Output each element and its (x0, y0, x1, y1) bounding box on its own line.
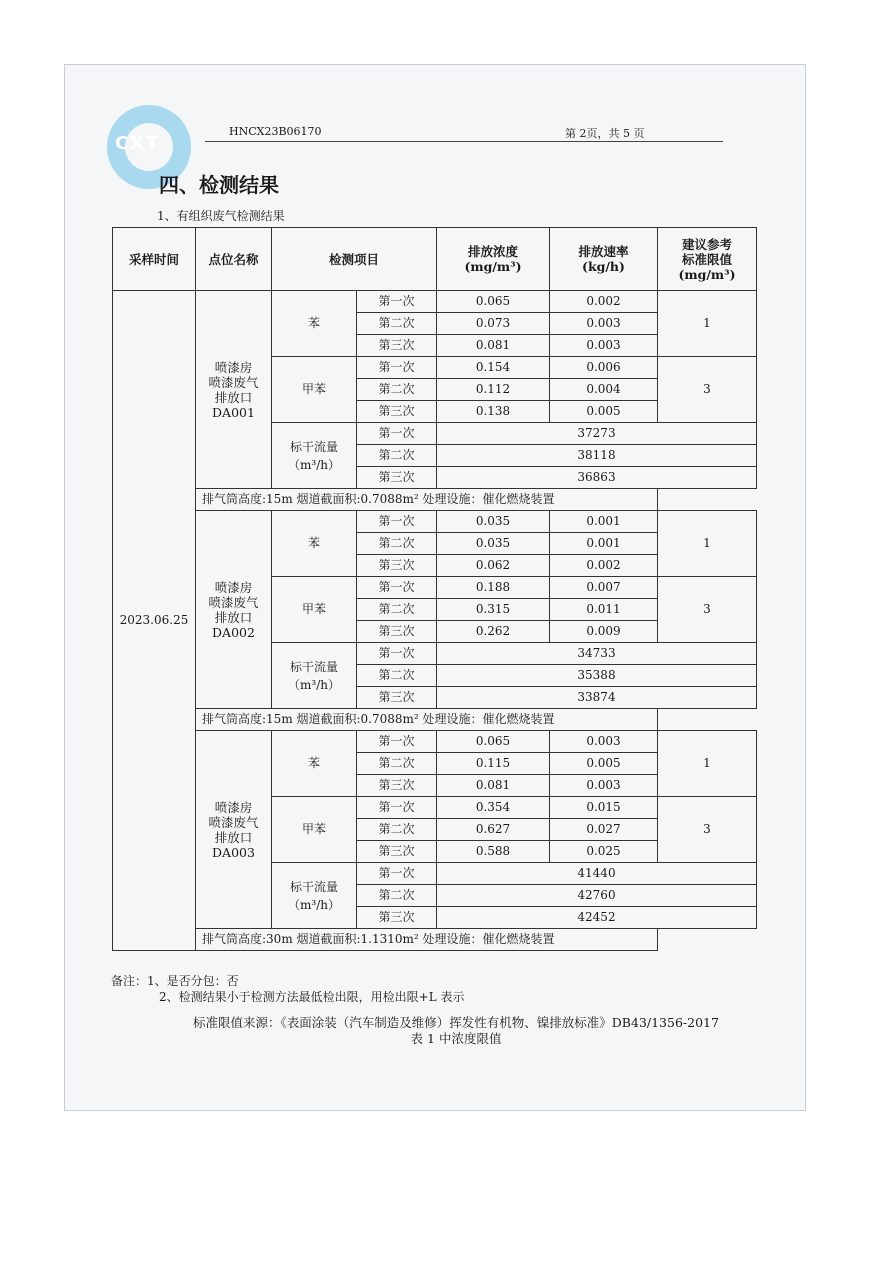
sampling-date-cell: 2023.06.25 (113, 291, 196, 951)
table-row (113, 489, 757, 511)
toluene-concentration-cell: 0.354 (437, 797, 550, 819)
benzene-rate-cell: 0.003 (550, 775, 658, 797)
benzene-label-cell: 苯 (272, 291, 357, 357)
note-2: 2、检测结果小于检测方法最低检出限，用检出限+L 表示 (159, 990, 465, 1004)
round-cell: 第三次 (357, 907, 437, 929)
round-cell: 第一次 (357, 423, 437, 445)
toluene-concentration-cell: 0.188 (437, 577, 550, 599)
round-cell: 第一次 (357, 797, 437, 819)
benzene-label-cell: 苯 (272, 511, 357, 577)
sub-title: 1、有组织废气检测结果 (157, 209, 285, 223)
header-row (113, 228, 757, 291)
benzene-rate-cell: 0.003 (550, 731, 658, 753)
toluene-concentration-cell: 0.138 (437, 401, 550, 423)
flow-value-cell: 38118 (437, 445, 757, 467)
toluene-limit-cell: 3 (658, 797, 757, 863)
toluene-label-cell: 甲苯 (272, 797, 357, 863)
round-cell: 第一次 (357, 291, 437, 313)
header-divider (205, 141, 723, 142)
round-cell: 第一次 (357, 511, 437, 533)
report-page (64, 64, 806, 1111)
benzene-concentration-cell: 0.081 (437, 775, 550, 797)
round-cell: 第二次 (357, 533, 437, 555)
round-cell: 第一次 (357, 863, 437, 885)
location-cell: 喷漆房 喷漆废气 排放口 DA003 (196, 731, 272, 929)
toluene-rate-cell: 0.025 (550, 841, 658, 863)
benzene-concentration-cell: 0.035 (437, 533, 550, 555)
benzene-rate-cell: 0.002 (550, 291, 658, 313)
table-row (113, 291, 757, 313)
benzene-concentration-cell: 0.035 (437, 511, 550, 533)
section-title: 四、检测结果 (159, 173, 279, 197)
toluene-rate-cell: 0.007 (550, 577, 658, 599)
header-concentration: 排放浓度 (mg/m³) (437, 228, 550, 291)
round-cell: 第三次 (357, 687, 437, 709)
toluene-label-cell: 甲苯 (272, 357, 357, 423)
toluene-rate-cell: 0.027 (550, 819, 658, 841)
table-row (113, 929, 757, 951)
round-cell: 第二次 (357, 753, 437, 775)
round-cell: 第三次 (357, 621, 437, 643)
round-cell: 第一次 (357, 357, 437, 379)
benzene-concentration-cell: 0.065 (437, 731, 550, 753)
toluene-concentration-cell: 0.588 (437, 841, 550, 863)
benzene-limit-cell: 1 (658, 291, 757, 357)
chimney-info-cell: 排气筒高度:15m 烟道截面积:0.7088m² 处理设施：催化燃烧装置 (196, 489, 658, 511)
benzene-rate-cell: 0.002 (550, 555, 658, 577)
standard-source-line-2: 表 1 中浓度限值 (410, 1031, 502, 1046)
table-row (113, 511, 757, 533)
page-info: 第 2页，共 5 页 (565, 127, 645, 140)
round-cell: 第二次 (357, 445, 437, 467)
round-cell: 第三次 (357, 467, 437, 489)
location-cell: 喷漆房 喷漆废气 排放口 DA002 (196, 511, 272, 709)
document-number: HNCX23B06170 (229, 125, 322, 138)
toluene-concentration-cell: 0.315 (437, 599, 550, 621)
header-emission-rate: 排放速率 (kg/h) (550, 228, 658, 291)
flow-value-cell: 42452 (437, 907, 757, 929)
standard-source-line-1: 标准限值来源：《表面涂装（汽车制造及维修）挥发性有机物、镍排放标准》DB43/1356-2017 (193, 1015, 719, 1030)
benzene-concentration-cell: 0.062 (437, 555, 550, 577)
benzene-limit-cell: 1 (658, 511, 757, 577)
toluene-rate-cell: 0.004 (550, 379, 658, 401)
flow-value-cell: 42760 (437, 885, 757, 907)
toluene-rate-cell: 0.009 (550, 621, 658, 643)
round-cell: 第一次 (357, 643, 437, 665)
flow-label-cell: 标干流量 （m³/h） (272, 423, 357, 489)
toluene-concentration-cell: 0.154 (437, 357, 550, 379)
round-cell: 第二次 (357, 819, 437, 841)
benzene-label-cell: 苯 (272, 731, 357, 797)
round-cell: 第一次 (357, 731, 437, 753)
benzene-rate-cell: 0.001 (550, 533, 658, 555)
toluene-limit-cell: 3 (658, 357, 757, 423)
toluene-rate-cell: 0.006 (550, 357, 658, 379)
round-cell: 第二次 (357, 665, 437, 687)
round-cell: 第三次 (357, 841, 437, 863)
flow-label-cell: 标干流量 （m³/h） (272, 643, 357, 709)
toluene-label-cell: 甲苯 (272, 577, 357, 643)
round-cell: 第三次 (357, 335, 437, 357)
note-1: 备注：1、是否分包：否 (111, 974, 239, 988)
benzene-rate-cell: 0.003 (550, 313, 658, 335)
flow-value-cell: 33874 (437, 687, 757, 709)
flow-value-cell: 37273 (437, 423, 757, 445)
benzene-concentration-cell: 0.081 (437, 335, 550, 357)
location-cell: 喷漆房 喷漆废气 排放口 DA001 (196, 291, 272, 489)
results-table-body (113, 228, 757, 951)
header-standard-limit: 建议参考 标准限值 (mg/m³) (658, 228, 757, 291)
logo-text: CXT (115, 133, 161, 154)
round-cell: 第二次 (357, 313, 437, 335)
chimney-info-cell: 排气筒高度:30m 烟道截面积:1.1310m² 处理设施：催化燃烧装置 (196, 929, 658, 951)
toluene-rate-cell: 0.011 (550, 599, 658, 621)
table-row (113, 709, 757, 731)
flow-label-cell: 标干流量 （m³/h） (272, 863, 357, 929)
benzene-concentration-cell: 0.065 (437, 291, 550, 313)
toluene-concentration-cell: 0.112 (437, 379, 550, 401)
table-row (113, 731, 757, 753)
flow-value-cell: 35388 (437, 665, 757, 687)
flow-value-cell: 36863 (437, 467, 757, 489)
toluene-rate-cell: 0.015 (550, 797, 658, 819)
benzene-limit-cell: 1 (658, 731, 757, 797)
round-cell: 第三次 (357, 401, 437, 423)
round-cell: 第二次 (357, 885, 437, 907)
round-cell: 第三次 (357, 775, 437, 797)
round-cell: 第二次 (357, 599, 437, 621)
chimney-info-cell: 排气筒高度:15m 烟道截面积:0.7088m² 处理设施：催化燃烧装置 (196, 709, 658, 731)
header-location: 点位名称 (196, 228, 272, 291)
flow-value-cell: 41440 (437, 863, 757, 885)
benzene-concentration-cell: 0.115 (437, 753, 550, 775)
header-test-item: 检测项目 (272, 228, 437, 291)
toluene-limit-cell: 3 (658, 577, 757, 643)
toluene-concentration-cell: 0.262 (437, 621, 550, 643)
benzene-concentration-cell: 0.073 (437, 313, 550, 335)
round-cell: 第三次 (357, 555, 437, 577)
flow-value-cell: 34733 (437, 643, 757, 665)
toluene-rate-cell: 0.005 (550, 401, 658, 423)
header-sampling-time: 采样时间 (113, 228, 196, 291)
benzene-rate-cell: 0.003 (550, 335, 658, 357)
benzene-rate-cell: 0.005 (550, 753, 658, 775)
benzene-rate-cell: 0.001 (550, 511, 658, 533)
results-table (112, 227, 757, 951)
round-cell: 第二次 (357, 379, 437, 401)
standard-source (111, 1015, 801, 1047)
toluene-concentration-cell: 0.627 (437, 819, 550, 841)
round-cell: 第一次 (357, 577, 437, 599)
